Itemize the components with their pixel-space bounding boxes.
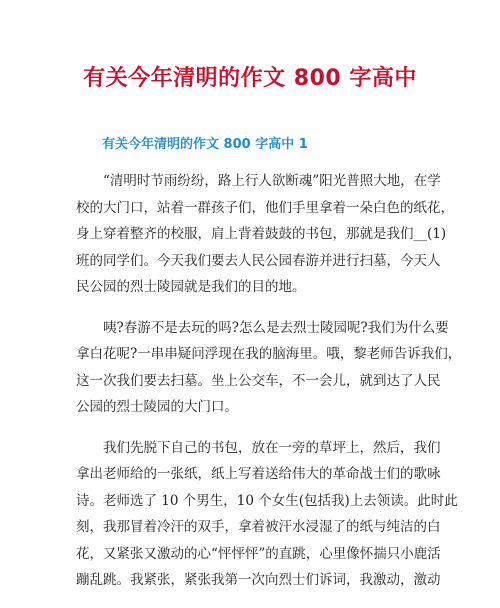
text-line: “清明时节雨纷纷，路上行人欲断魂”阳光普照大地，在学	[103, 173, 441, 189]
document-title: 有关今年清明的作文 800 字高中	[83, 66, 417, 91]
text-line: 花，又紧张又激动的心“怦怦怦”的直跳，心里像怀揣只小鹿活	[76, 545, 441, 562]
text-line: 班的同学们。今天我们要去人民公园春游并进行扫墓，今天人	[76, 252, 441, 269]
paragraph-2	[76, 315, 462, 421]
text-line: 校的大门口，站着一群孩子们，他们手里拿着一朵白色的纸花，	[76, 199, 454, 216]
paragraph-1	[76, 168, 454, 301]
text-line: 拿出老师给的一张纸，纸上写着送给伟大的革命战士们的歌咏	[76, 466, 441, 482]
section-heading: 有关今年清明的作文 800 字高中 1	[102, 137, 308, 152]
text-line: 刻，我那冒着冷汗的双手，拿着被汗水浸湿了的纸与纯洁的白	[76, 519, 441, 535]
text-line: 公园的烈士陵园的大门口。	[76, 399, 238, 415]
text-line: 我们先脱下自己的书包，放在一旁的草坪上，然后，我们	[103, 439, 441, 456]
text-line: 咦?春游不是去玩的吗?怎么是去烈士陵园呢?我们为什么要	[103, 319, 449, 336]
paragraph-3	[76, 435, 458, 594]
text-line: 民公园的烈士陵园就是我们的目的地。	[76, 279, 306, 295]
text-line: 这一次我们要去扫墓。坐上公交车，不一会儿，就到达了人民	[76, 372, 441, 389]
text-line: 拿白花呢?一串串疑问浮现在我的脑海里。哦，黎老师告诉我们，	[76, 346, 462, 362]
essay-body	[76, 168, 462, 608]
text-line: 诗。老师选了 10 个男生，10 个女生(包括我)上去领读。此时此	[76, 492, 458, 509]
text-line: 蹦乱跳。我紧张，紧张我第一次向烈士们诉词，我激动，激动	[76, 572, 441, 588]
text-line: 身上穿着整齐的校服，肩上背着鼓鼓的书包，那就是我们__(1)	[76, 226, 447, 242]
